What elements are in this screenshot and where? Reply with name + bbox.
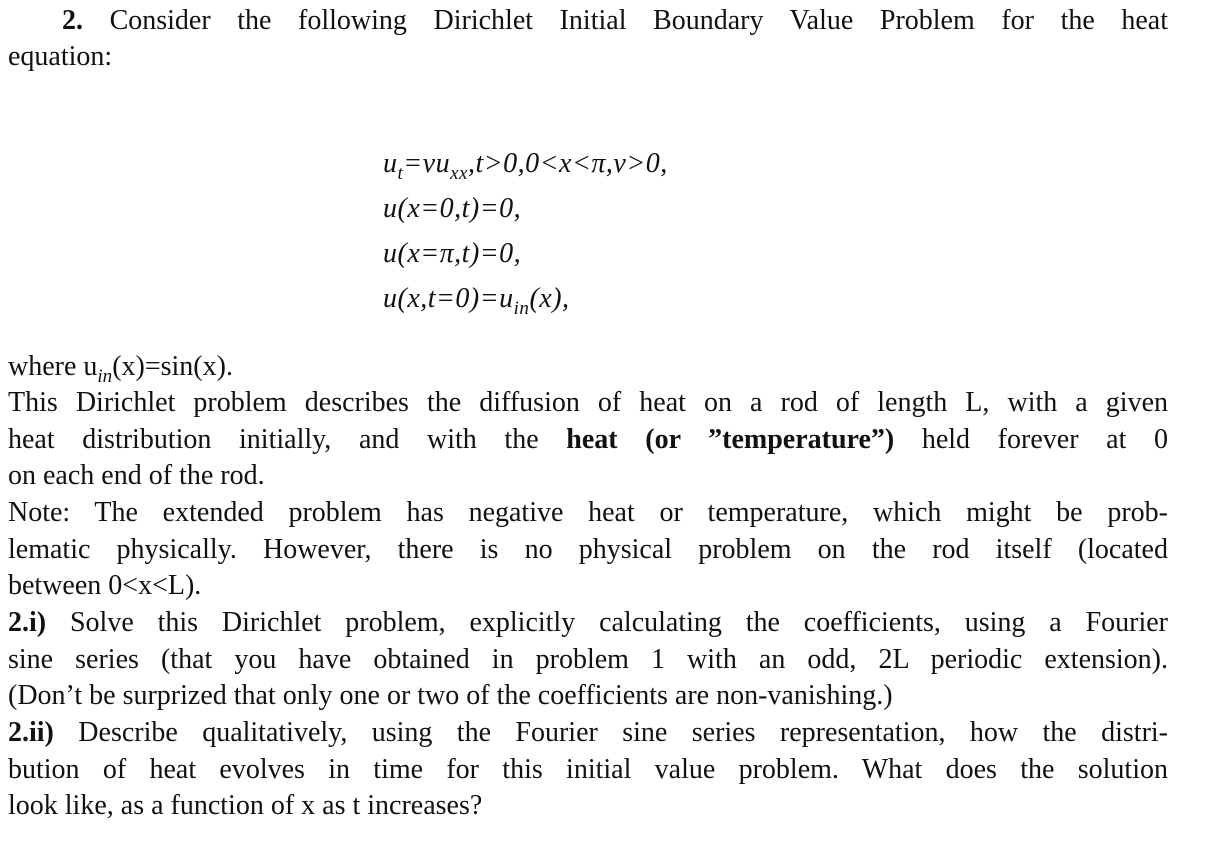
part-i-label: 2.i) <box>8 607 47 638</box>
note-line-2: lematic physically. However, there is no physical problem on the rod itself (located <box>8 534 1168 565</box>
problem-intro-line-2: equation: <box>8 41 113 72</box>
part-i-line-3: (Don’t be surprized that only one or two of the coefficients are non-vanishing.) <box>8 680 893 711</box>
part-i-line-1: 2.i) Solve this Dirichlet problem, explicitly calculating the coefficients, using a Fourier <box>8 607 1168 638</box>
problem-intro-line-1 <box>62 3 1168 39</box>
problem-number: 2. <box>62 5 83 36</box>
paragraph-1-line-2: heat distribution initially, and with the heat (or ”temperature”) held forever at 0 <box>8 424 1168 455</box>
bold-phrase: heat (or ”temperature”) <box>566 424 895 455</box>
equation-initial-condition: $u(x,t=0)=u_{in}(x)$, <box>383 283 570 319</box>
problem-intro-text: Consider the following Dirichlet Initial Boundary Value Problem for the heat <box>109 5 1168 36</box>
part-i-line-2: sine series (that you have obtained in problem 1 with an odd, 2L periodic extension). <box>8 644 1168 675</box>
equation-boundary-left: u(x=0,t)=0, <box>383 193 522 224</box>
part-ii-label: 2.ii) <box>8 717 54 748</box>
where-clause: where $u_{in}(x)=\sin(x)$. <box>8 351 233 387</box>
part-ii-line-2: bution of heat evolves in time for this initial value problem. What does the solution <box>8 754 1168 785</box>
part-ii-line-3: look like, as a function of x as t increases? <box>8 790 483 821</box>
equation-heat: $u_t=\nu u_{xx},t>0,0<x<\pi,\nu>0$, <box>383 148 668 184</box>
paragraph-1-line-3: on each end of the rod. <box>8 460 265 491</box>
note-line-1: Note: The extended problem has negative heat or temperature, which might be prob- <box>8 497 1168 528</box>
note-line-3: between 0<x<L). <box>8 570 202 601</box>
equation-boundary-right: u(x=π,t)=0, <box>383 238 522 269</box>
part-ii-line-1: 2.ii) Describe qualitatively, using the Fourier sine series representation, how the distri- <box>8 717 1168 748</box>
paragraph-1-line-1: This Dirichlet problem describes the diffusion of heat on a rod of length L, with a given <box>8 387 1168 418</box>
